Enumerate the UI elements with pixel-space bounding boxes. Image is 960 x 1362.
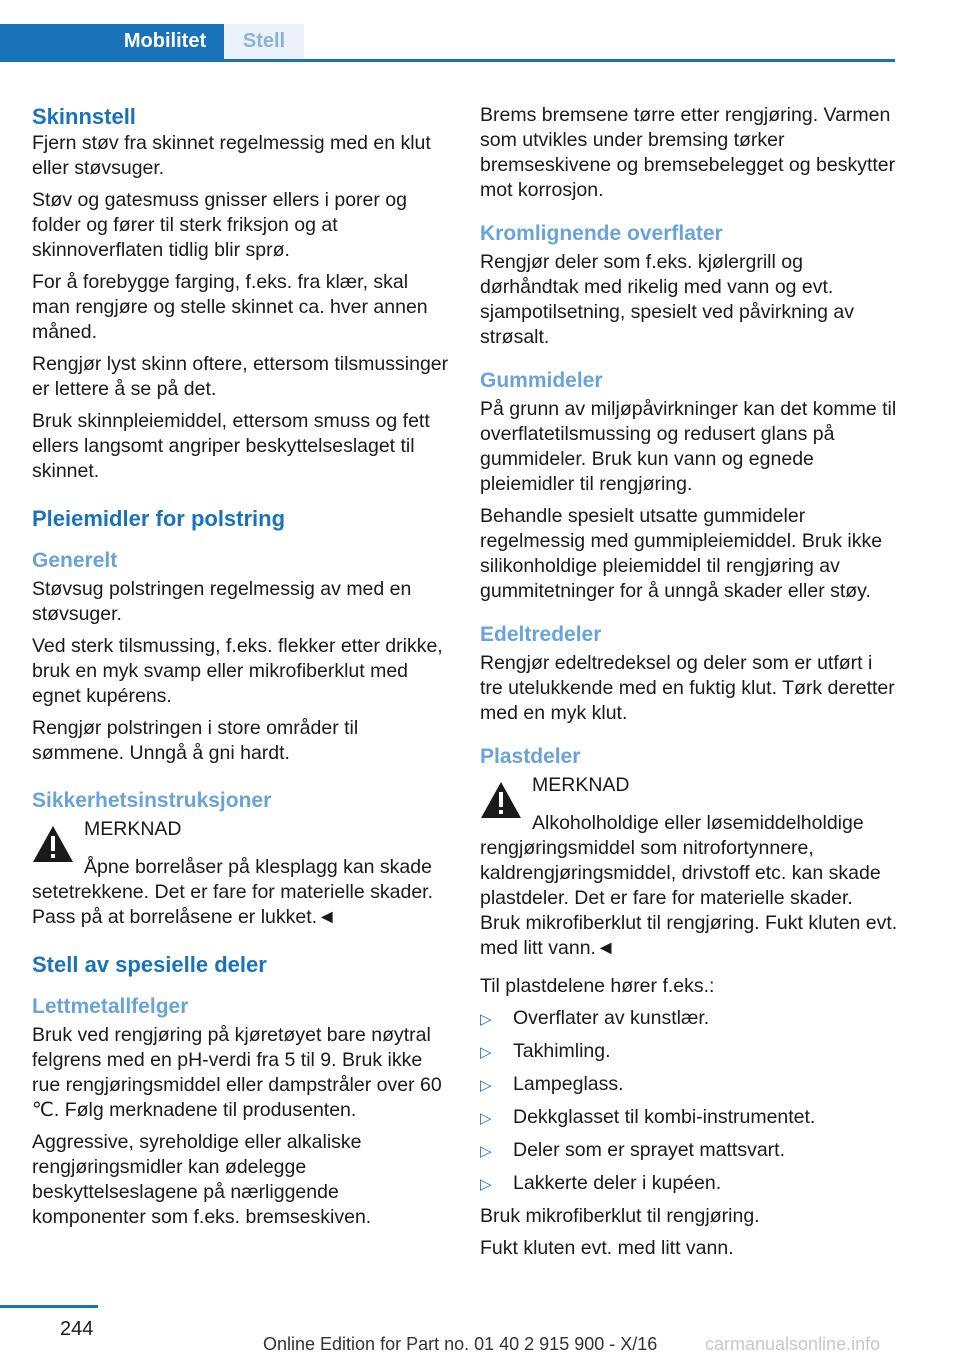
right-column — [480, 103, 898, 1268]
list-intro: Til plastdelene hører f.eks.: — [480, 975, 715, 997]
bullet-triangle-icon: ▷ — [480, 1110, 492, 1127]
subheading-gummideler: Gummideler — [480, 369, 603, 392]
heading-pleiemidler: Pleiemidler for polstring — [32, 506, 286, 531]
list-item: ▷ Lakkerte deler i kupéen. — [480, 1171, 898, 1197]
list-item: ▷ Overflater av kunstlær. — [480, 1006, 898, 1032]
heading-skinnstell: Skinnstell — [32, 104, 136, 129]
paragraph: For å forebygge farging, f.eks. fra klær, skal man rengjøre og stelle skinnet ca. hver annen måned. — [32, 271, 428, 343]
subheading-sikkerhet: Sikkerhetsinstruksjoner — [32, 789, 272, 812]
tab-stell[interactable]: Stell — [224, 24, 304, 59]
warning-triangle-icon — [32, 825, 74, 863]
paragraph: Fjern støv fra skinnet regelmessig med en klut eller støvsuger. — [32, 132, 431, 179]
subheading-kromlignende: Kromlignende overflater — [480, 222, 723, 245]
paragraph: Fukt kluten evt. med litt vann. — [480, 1237, 734, 1259]
tab-bar-lead — [0, 24, 106, 59]
warning-triangle-icon — [480, 781, 522, 819]
paragraph: Rengjør edeltredeksel og deler som er utført i tre utelukkende med en fuktig klut. Tørk deretter med en myk klut. — [480, 652, 895, 724]
chapter-tab-bar — [0, 24, 895, 62]
edition-footer: Online Edition for Part no. 01 40 2 915 900 - X/16 — [263, 1334, 658, 1354]
bullet-triangle-icon: ▷ — [480, 1044, 492, 1061]
list-item: ▷ Takhimling. — [480, 1039, 898, 1065]
page-number: 244 — [60, 1318, 94, 1340]
paragraph: Støv og gatesmuss gnisser ellers i porer og folder og fører til sterk friksjon og at skinnoverflaten tidlig blir sprø. — [32, 189, 407, 261]
plastic-parts-list — [480, 1006, 898, 1197]
paragraph: Bruk skinnpleiemiddel, ettersom smuss og fett ellers langsomt angriper beskyttelseslaget til skinnet. — [32, 410, 430, 482]
paragraph: Aggressive, syreholdige eller alkaliske rengjøringsmidler kan ødelegge beskyttelseslagene på nærliggende komponenter som f.eks. bremseskiven. — [32, 1131, 372, 1228]
bullet-triangle-icon: ▷ — [480, 1143, 492, 1160]
paragraph: Bruk mikrofiberklut til rengjøring. — [480, 1205, 760, 1227]
tab-mobilitet[interactable]: Mobilitet — [106, 24, 224, 59]
bullet-triangle-icon: ▷ — [480, 1077, 492, 1094]
paragraph: Rengjør lyst skinn oftere, ettersom tilsmussinger er lettere å se på det. — [32, 353, 449, 400]
paragraph: Rengjør deler som f.eks. kjølergrill og dørhåndtak med rikelig med vann og evt. sjampotilsetning, spesielt ved påvirkning av strøsalt. — [480, 251, 854, 348]
heading-stell-spesielle-deler: Stell av spesielle deler — [32, 952, 267, 977]
left-column — [32, 103, 450, 1237]
paragraph: Brems bremsene tørre etter rengjøring. Varmen som utvikles under bremsing tørker bremseskivene og bremsebelegget og beskytter mot korrosjon. — [480, 104, 896, 201]
paragraph: Ved sterk tilsmussing, f.eks. flekker etter drikke, bruk en myk svamp eller mikrofiberklut med egnet kupérens. — [32, 635, 443, 707]
subheading-edeltredeler: Edeltredeler — [480, 623, 602, 646]
bullet-triangle-icon: ▷ — [480, 1176, 492, 1193]
list-item: ▷ Deler som er sprayet mattsvart. — [480, 1138, 898, 1164]
page-number-rule — [0, 1305, 98, 1308]
warning-label: MERKNAD — [84, 818, 182, 840]
bullet-triangle-icon: ▷ — [480, 1011, 492, 1028]
subheading-generelt: Generelt — [32, 549, 118, 572]
warning-label: MERKNAD — [532, 774, 630, 796]
warning-text: Alkoholholdige eller løsemiddelholdige rengjøringsmiddel som nitrofortynnere, kaldrengjøringsmiddel, drivstoff etc. kan skade plastdeler. Det er fare for materielle skader. Bruk mikrofiberklut til rengjøring. Fukt kluten evt. med litt vann.◄ — [480, 812, 898, 959]
paragraph: Rengjør polstringen i store områder til sømmene. Unngå å gni hardt. — [32, 717, 359, 764]
paragraph: Støvsug polstringen regelmessig av med en støvsuger. — [32, 578, 412, 625]
warning-text: Åpne borrelåser på klesplagg kan skade setetrekkene. Det er fare for materielle skader. Pass på at borrelåsene er lukket.◄ — [32, 856, 434, 928]
paragraph: Bruk ved rengjøring på kjøretøyet bare nøytral felgrens med en pH-verdi fra 5 til 9. Bruk ikke rue rengjøringsmiddel eller dampstråler over 60 ℃. Følg merknadene til produsenten. — [32, 1024, 442, 1121]
subheading-plastdeler: Plastdeler — [480, 745, 581, 768]
paragraph: Behandle spesielt utsatte gummideler regelmessig med gummipleiemiddel. Bruk ikke silikonholdige pleiemiddel til rengjøring av gummitetninger for å unngå skader eller støy. — [480, 505, 883, 602]
list-item: ▷ Lampeglass. — [480, 1072, 898, 1098]
paragraph: På grunn av miljøpåvirkninger kan det komme til overflatetilsmussing og redusert glans på gummideler. Bruk kun vann og egnede pleiemidler til rengjøring. — [480, 398, 897, 495]
watermark: carmanualsonline.info — [705, 1334, 881, 1354]
subheading-lettmetallfelger: Lettmetallfelger — [32, 995, 189, 1018]
list-item: ▷ Dekkglasset til kombi-instrumentet. — [480, 1105, 898, 1131]
